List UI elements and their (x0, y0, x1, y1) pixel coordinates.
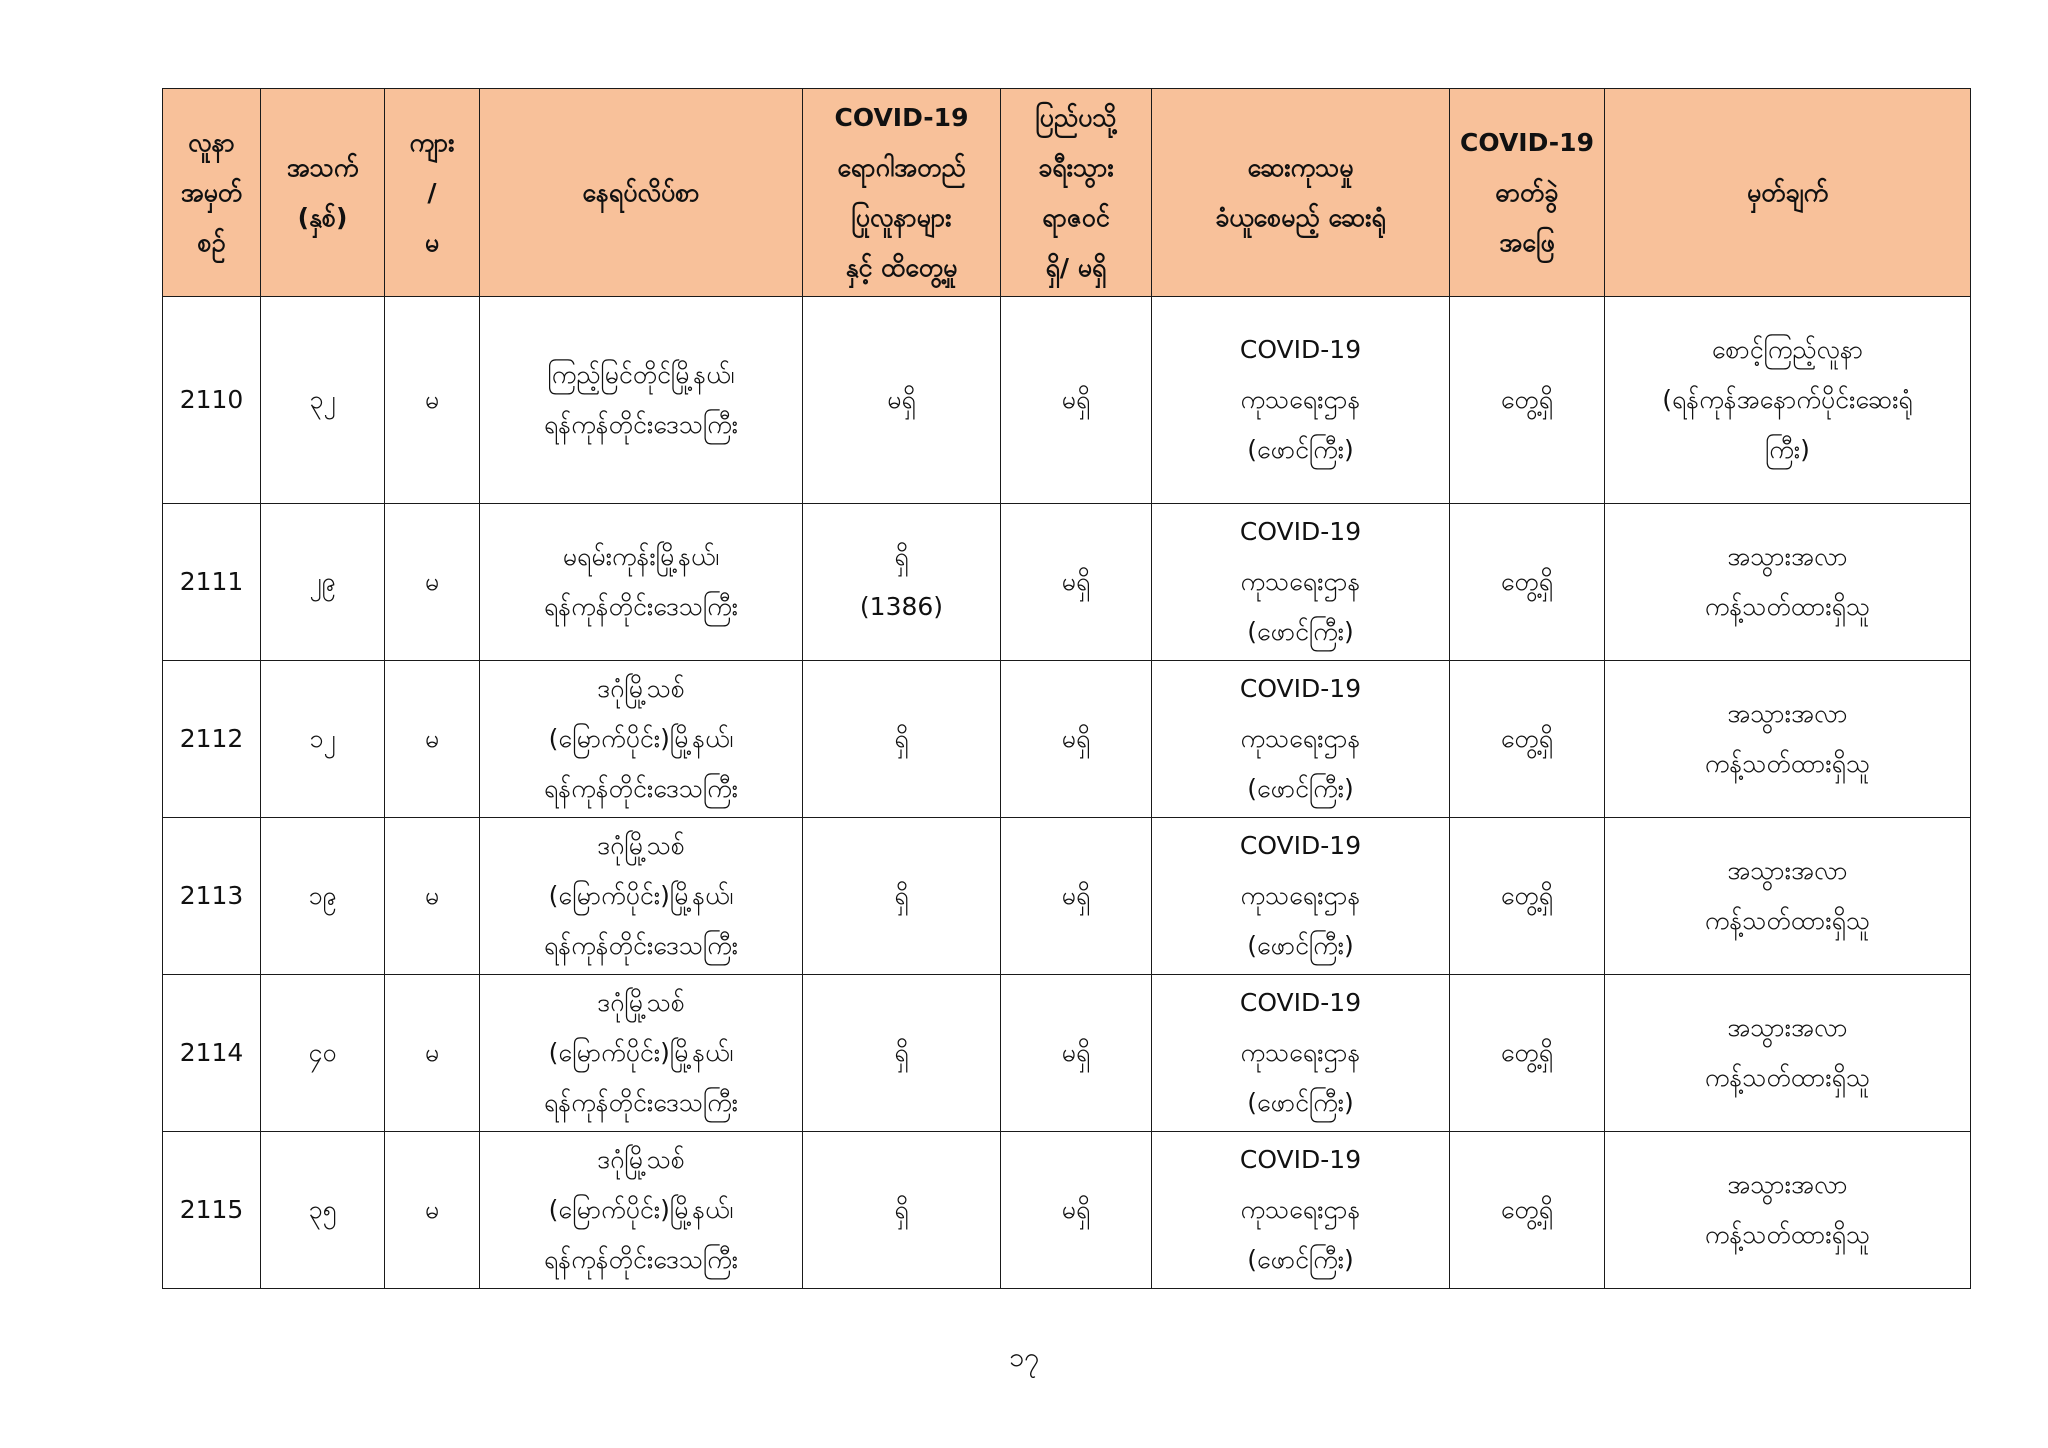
cell-hospital: COVID-19 ကုသရေးဌာန (ဖောင်ကြီး) (1152, 504, 1450, 661)
cell-travel-history: မရှိ (1001, 1132, 1152, 1289)
patient-table (162, 88, 1971, 1289)
header-address: နေရပ်လိပ်စာ (480, 89, 803, 297)
cell-travel-history: မရှိ (1001, 818, 1152, 975)
table-row (163, 661, 1971, 818)
cell-address: မရမ်းကုန်းမြို့နယ်၊ ရန်ကုန်တိုင်းဒေသကြီး (480, 504, 803, 661)
cell-patient-number: 2113 (163, 818, 261, 975)
cell-contact: ရှိ (803, 975, 1001, 1132)
cell-travel-history: မရှိ (1001, 504, 1152, 661)
cell-remarks: အသွားအလာ ကန့်သတ်ထားရှိသူ (1605, 975, 1971, 1132)
cell-sex: မ (385, 818, 480, 975)
cell-patient-number: 2115 (163, 1132, 261, 1289)
cell-hospital: COVID-19 ကုသရေးဌာန (ဖောင်ကြီး) (1152, 1132, 1450, 1289)
cell-travel-history: မရှိ (1001, 297, 1152, 504)
header-hospital: ဆေးကုသမှု ခံယူစေမည့် ဆေးရုံ (1152, 89, 1450, 297)
cell-age: ၂၉ (261, 504, 385, 661)
cell-sex: မ (385, 504, 480, 661)
cell-lab-result: တွေ့ရှိ (1450, 297, 1605, 504)
table-row (163, 818, 1971, 975)
cell-address: ကြည့်မြင်တိုင်မြို့နယ်၊ ရန်ကုန်တိုင်းဒေသကြီး (480, 297, 803, 504)
cell-remarks: အသွားအလာ ကန့်သတ်ထားရှိသူ (1605, 504, 1971, 661)
cell-patient-number: 2111 (163, 504, 261, 661)
header-lab-result: COVID-19 ဓာတ်ခွဲ အဖြေ (1450, 89, 1605, 297)
cell-sex: မ (385, 975, 480, 1132)
cell-sex: မ (385, 297, 480, 504)
cell-remarks: အသွားအလာ ကန့်သတ်ထားရှိသူ (1605, 661, 1971, 818)
cell-remarks: အသွားအလာ ကန့်သတ်ထားရှိသူ (1605, 818, 1971, 975)
cell-hospital: COVID-19 ကုသရေးဌာန (ဖောင်ကြီး) (1152, 975, 1450, 1132)
cell-address: ဒဂုံမြို့သစ် (မြောက်ပိုင်း)မြို့နယ်၊ ရန်ကုန်တိုင်းဒေသကြီး (480, 975, 803, 1132)
table-row (163, 975, 1971, 1132)
table-row (163, 297, 1971, 504)
cell-age: ၄၀ (261, 975, 385, 1132)
cell-age: ၁၉ (261, 818, 385, 975)
cell-lab-result: တွေ့ရှိ (1450, 1132, 1605, 1289)
table-row (163, 1132, 1971, 1289)
cell-age: ၃၅ (261, 1132, 385, 1289)
cell-hospital: COVID-19 ကုသရေးဌာန (ဖောင်ကြီး) (1152, 818, 1450, 975)
cell-lab-result: တွေ့ရှိ (1450, 504, 1605, 661)
cell-sex: မ (385, 661, 480, 818)
header-travel-history: ပြည်ပသို့ ခရီးသွား ရာဇဝင် ရှိ/ မရှိ (1001, 89, 1152, 297)
cell-address: ဒဂုံမြို့သစ် (မြောက်ပိုင်း)မြို့နယ်၊ ရန်ကုန်တိုင်းဒေသကြီး (480, 661, 803, 818)
header-sex: ကျား / မ (385, 89, 480, 297)
cell-address: ဒဂုံမြို့သစ် (မြောက်ပိုင်း)မြို့နယ်၊ ရန်ကုန်တိုင်းဒေသကြီး (480, 818, 803, 975)
cell-lab-result: တွေ့ရှိ (1450, 975, 1605, 1132)
table-row (163, 504, 1971, 661)
cell-remarks: အသွားအလာ ကန့်သတ်ထားရှိသူ (1605, 1132, 1971, 1289)
cell-contact: ရှိ (803, 661, 1001, 818)
cell-travel-history: မရှိ (1001, 661, 1152, 818)
cell-contact: ရှိ (803, 818, 1001, 975)
cell-age: ၃၂ (261, 297, 385, 504)
header-remarks: မှတ်ချက် (1605, 89, 1971, 297)
cell-hospital: COVID-19 ကုသရေးဌာန (ဖောင်ကြီး) (1152, 297, 1450, 504)
cell-contact: မရှိ (803, 297, 1001, 504)
page-number: ၁၇ (1008, 1342, 1040, 1373)
header-age: အသက် (နှစ်) (261, 89, 385, 297)
cell-lab-result: တွေ့ရှိ (1450, 661, 1605, 818)
header-contact: COVID-19 ရောဂါအတည် ပြုလူနာများ နှင့် ထိတွေ့မှု (803, 89, 1001, 297)
cell-contact: ရှိ (1386) (803, 504, 1001, 661)
cell-contact: ရှိ (803, 1132, 1001, 1289)
cell-hospital: COVID-19 ကုသရေးဌာန (ဖောင်ကြီး) (1152, 661, 1450, 818)
cell-remarks: စောင့်ကြည့်လူနာ (ရန်ကုန်အနောက်ပိုင်းဆေးရုံ ကြီး) (1605, 297, 1971, 504)
header-patient-number: လူနာ အမှတ် စဉ် (163, 89, 261, 297)
cell-patient-number: 2114 (163, 975, 261, 1132)
cell-lab-result: တွေ့ရှိ (1450, 818, 1605, 975)
cell-address: ဒဂုံမြို့သစ် (မြောက်ပိုင်း)မြို့နယ်၊ ရန်ကုန်တိုင်းဒေသကြီး (480, 1132, 803, 1289)
cell-patient-number: 2112 (163, 661, 261, 818)
cell-travel-history: မရှိ (1001, 975, 1152, 1132)
cell-patient-number: 2110 (163, 297, 261, 504)
header-row (163, 89, 1971, 297)
cell-age: ၁၂ (261, 661, 385, 818)
cell-sex: မ (385, 1132, 480, 1289)
